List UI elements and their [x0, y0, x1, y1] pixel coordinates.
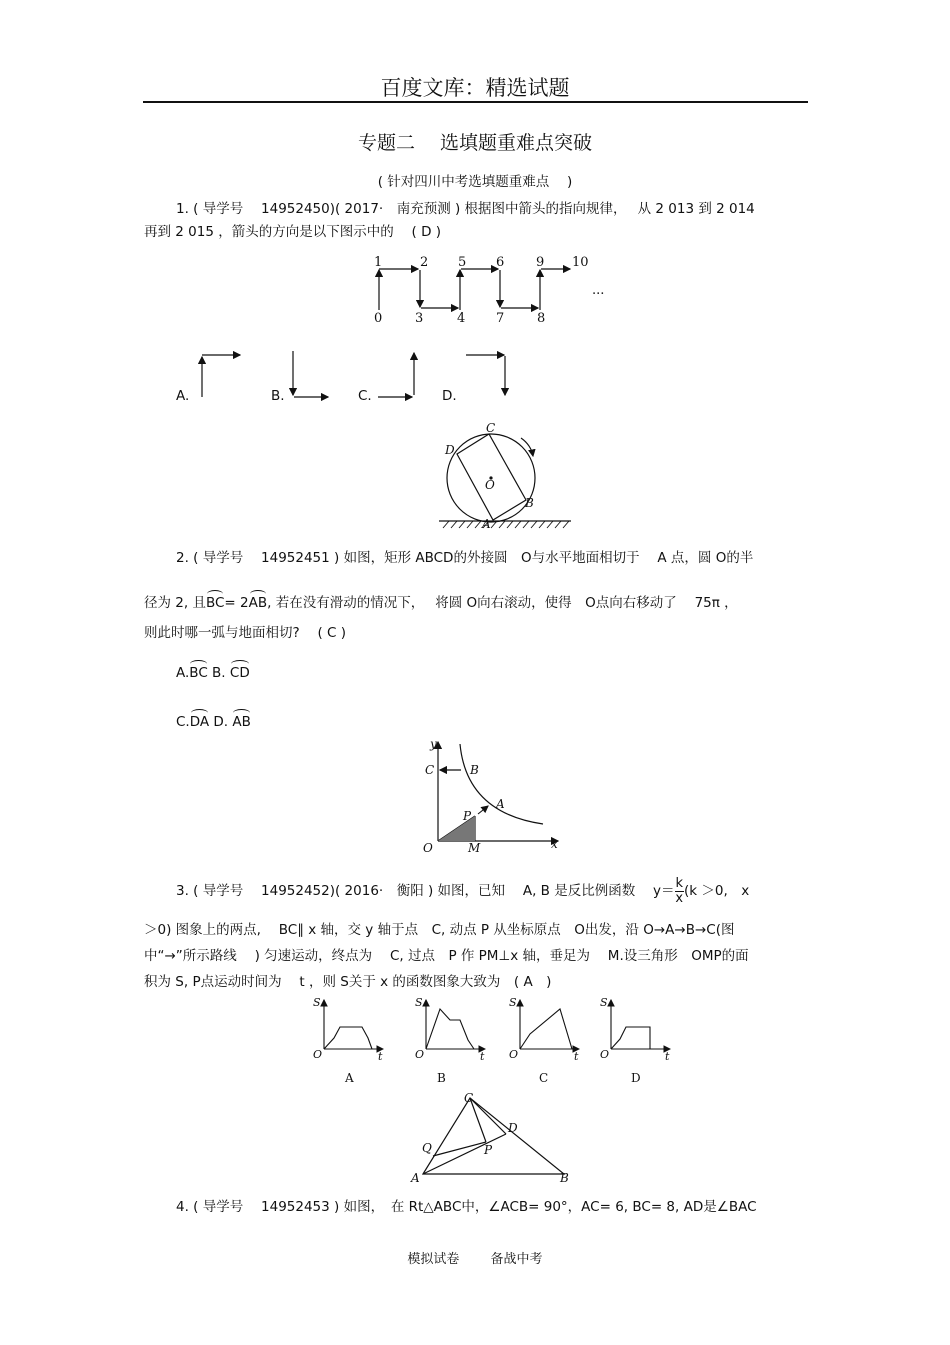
q3-fig-label-x: x [551, 837, 558, 851]
q3-line4: 积为 S, P点运动时间为 t ，则 S关于 x 的函数图象大致为 ( A ) [144, 974, 552, 990]
q4-triangle-figure [408, 1090, 578, 1185]
q3-graph-c-label: C [539, 1071, 549, 1085]
q1-fig-label-2: 2 [420, 255, 429, 270]
q3-fig-label-c: C [425, 763, 435, 777]
q1-option-a: A. [176, 388, 190, 404]
q3-graph-a-axis-s: S [313, 996, 321, 1009]
doc-subtitle: ( 针对四川中考选填题重难点 ) [377, 174, 573, 190]
q3-graph-b-axis-s: S [415, 996, 423, 1009]
q3-fig-label-p: P [463, 809, 472, 823]
q1-line1: 1. ( 导学号 14952450)( 2017· 南充预测 ) 根据图中箭头的指向规律， 从 2 013 到 2 014 [176, 201, 755, 217]
q2-arc-bc: BC [205, 595, 225, 611]
q3-graph-c-origin: O [509, 1048, 519, 1061]
q2-arc-ab: AB [248, 595, 268, 611]
q2-rolling-circle-figure [435, 420, 575, 530]
q3-fig-label-m: M [468, 841, 481, 855]
header-rule [143, 101, 808, 103]
q2-fig-label-b: B [525, 496, 534, 510]
q2-line2-part-b: = 2 [224, 595, 249, 611]
q3-graph-a-label: A [345, 1071, 354, 1085]
q2-option-d-arc: AB [232, 714, 251, 730]
q2-option-b-arc: CD [229, 665, 250, 681]
q1-fig-label-10: 10 [572, 255, 589, 270]
q3-option-graphs [308, 994, 678, 1089]
q3-inverse-function-figure [418, 736, 568, 861]
q3-fraction-numerator: k [675, 875, 684, 891]
q2-option-c-arc: DA [189, 714, 210, 730]
q3-fig-label-b: B [470, 763, 479, 777]
q1-arrow-pattern-figure [360, 252, 620, 332]
q1-fig-ellipsis: ... [592, 283, 605, 298]
q1-fig-label-9: 9 [536, 255, 545, 270]
q3-fig-label-a: A [496, 797, 505, 811]
q2-fig-label-a: A [482, 517, 491, 531]
page-footer: 模拟试卷 备战中考 [407, 1252, 543, 1267]
q2-option-b-label: B. [207, 665, 230, 681]
doc-title: 专题二 选填题重难点突破 [357, 132, 593, 154]
q2-line2-part-c: , 若在没有滑动的情况下， 将圆 O向右滚动，使得 O点向右移动了 75π ， [267, 595, 738, 611]
q1-fig-label-6: 6 [496, 255, 505, 270]
q3-graph-d-axis-s: S [600, 996, 608, 1009]
q1-fig-label-8: 8 [537, 311, 546, 326]
q3-line1-part-b: (k ＞0, x [684, 883, 750, 899]
q3-line2: ＞0) 图象上的两点, BC∥ x 轴，交 y 轴于点 C, 动点 P 从坐标原点 O出发，沿 O→A→B→C(图 [144, 922, 735, 938]
q3-graph-d-label: D [631, 1071, 641, 1085]
q1-fig-label-1: 1 [374, 255, 383, 270]
q4-fig-label-q: Q [422, 1141, 432, 1155]
q3-graph-c-axis-t: t [574, 1050, 579, 1063]
q2-options-ab [176, 665, 250, 681]
q2-line2 [144, 591, 738, 611]
q3-line3: 中“→”所示路线 ) 匀速运动，终点为 C, 过点 P 作 PM⊥x 轴，垂足为 M.设三角形 OMP的面 [144, 948, 749, 964]
q1-option-c: C. [358, 388, 372, 404]
q2-option-d-label: D. [209, 714, 233, 730]
q4-fig-label-a: A [411, 1171, 420, 1185]
q3-graph-c-axis-s: S [509, 996, 517, 1009]
q3-graph-b-axis-t: t [480, 1050, 485, 1063]
q2-option-a-arc: BC [189, 665, 208, 681]
q2-fig-label-c: C [486, 421, 496, 435]
q2-options-cd [176, 714, 251, 730]
q3-graph-b-label: B [437, 1071, 446, 1085]
q3-graph-d-origin: O [600, 1048, 610, 1061]
q3-graph-a-origin: O [313, 1048, 323, 1061]
q1-option-d: D. [442, 388, 457, 404]
q1-fig-label-0: 0 [374, 311, 383, 326]
q1-option-b: B. [271, 388, 285, 404]
q1-fig-label-3: 3 [415, 311, 424, 326]
q3-fraction [675, 877, 685, 906]
q2-option-a-label: A. [176, 665, 190, 681]
q1-line2: 再到 2 015 ，箭头的方向是以下图示中的 ( D ) [144, 224, 442, 240]
q4-fig-label-b: B [560, 1171, 569, 1185]
q1-option-arrows [190, 345, 520, 405]
q2-line2-part-a: 径为 2, 且 [144, 595, 206, 611]
q2-option-c-label: C. [176, 714, 190, 730]
q3-line1-part-a: 3. ( 导学号 14952452)( 2016· 衡阳 ) 如图，已知 A, B 是反比例函数 y＝ [176, 883, 675, 899]
q1-fig-label-7: 7 [496, 311, 505, 326]
q3-graph-d-axis-t: t [665, 1050, 670, 1063]
q3-fig-label-o: O [423, 841, 433, 855]
q2-line3: 则此时哪一弧与地面相切? ( C ) [144, 625, 346, 641]
q2-line1: 2. ( 导学号 14952451 ) 如图，矩形 ABCD的外接圆 O与水平地面相切于 A 点，圆 O的半 [176, 550, 754, 566]
q4-line1: 4. ( 导学号 14952453 ) 如图， 在 Rt△ABC中，∠ACB= 90°，AC= 6, BC= 8, AD是∠BAC [176, 1199, 757, 1215]
q4-fig-label-c: C [464, 1091, 474, 1105]
q3-fig-label-y: y [430, 737, 437, 751]
q4-fig-label-p: P [484, 1143, 493, 1157]
q3-graph-b-origin: O [415, 1048, 425, 1061]
q3-graph-a-axis-t: t [378, 1050, 383, 1063]
q1-fig-label-4: 4 [457, 311, 466, 326]
q2-fig-label-d: D [445, 443, 455, 457]
q3-fraction-denominator: x [675, 890, 684, 906]
q4-fig-label-d: D [508, 1121, 518, 1135]
q3-line1 [176, 875, 749, 907]
q2-fig-label-o: O [485, 478, 495, 492]
page-header-title: 百度文库：精选试题 [380, 76, 570, 100]
q1-fig-label-5: 5 [458, 255, 467, 270]
